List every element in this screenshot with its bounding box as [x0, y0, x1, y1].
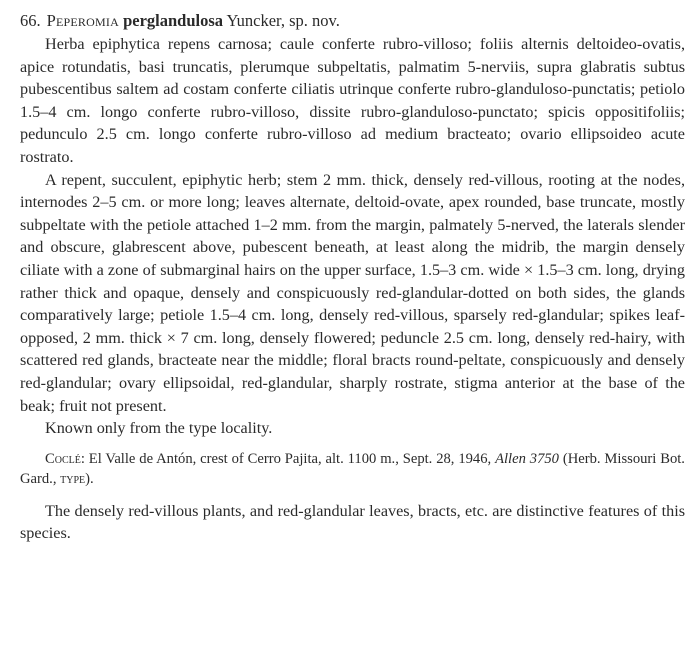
specimen-closing: ).	[85, 471, 94, 488]
species-remarks: The densely red-villous plants, and red-glandular leaves, bracts, etc. are distinctive features of this species.	[20, 501, 685, 543]
taxonomic-entry	[20, 10, 685, 545]
specimen-citation	[20, 449, 685, 490]
species-epithet: perglandulosa	[123, 11, 224, 30]
specimen-number: 3750	[529, 450, 559, 467]
english-description: A repent, succulent, epiphytic herb; stem 2 mm. thick, densely red-villous, rooting at the nodes, internodes 2–5 cm. or more long; leaves alternate, deltoid-ovate, apex rounded, base truncate, mostly subpeltate with the petiole attached 1–2 mm. from the margin, palmately 5-nerved, the laterals slender and obscure, glabrescent above, pubescent beneath, at least along the midrib, the margin densely ciliate with a zone of submarginal hairs on the upper surface, 1.5–3 cm. wide × 1.5–3 cm. long, drying rather thick and opaque, densely and conspicuously red-glandular-dotted on both sides, the glands comparatively large; petiole 1.5–4 cm. long, densely red-villous, sparsely red-glandular; spikes leaf-opposed, 2 mm. thick × 7 cm. long, densely flowered; peduncle 2.5 cm. long, densely red-hairy, with scattered red glands, bracteate near the middle; floral bracts round-peltate, conspicuously and densely red-glandular; ovary ellipsoidal, red-glandular, sharply rostrate, stigma anterior at the base of the beak; fruit not present.	[20, 170, 685, 415]
species-heading	[20, 10, 685, 32]
specimen-province: Coclé:	[45, 450, 85, 467]
distribution-note: Known only from the type locality.	[45, 419, 273, 438]
genus-name: Peperomia	[46, 11, 119, 30]
specimen-collector: Allen	[495, 450, 526, 467]
entry-number: 66.	[20, 11, 41, 30]
specimen-locality: El Valle de Antón, crest of Cerro Pajita, alt. 1100 m., Sept. 28, 1946,	[88, 450, 492, 467]
latin-description: Herba epiphytica repens carnosa; caule conferte rubro-villoso; foliis alternis deltoideo-ovatis, apice rotundatis, basi truncatis, plerumque subpeltatis, palmatim 5-nerviis, supra glabratis subtus pubescentibus saltem ad costam conferte ciliatis utrinque conferte rubro-glanduloso-punctatis; petiolo 1.5–4 cm. longo conferte rubro-villoso, dissite rubro-glanduloso-punctato; spicis oppositifoliis; pedunculo 2.5 cm. longo conferte rubro-villoso ad medium bracteato; ovario ellipsoideo acute rostrato.	[20, 35, 685, 166]
specimen-type-label: type	[60, 471, 86, 488]
specimen-herbarium: (Herb. Missouri Bot. Gard.,	[20, 450, 685, 488]
species-authority: Yuncker, sp. nov.	[226, 11, 340, 30]
